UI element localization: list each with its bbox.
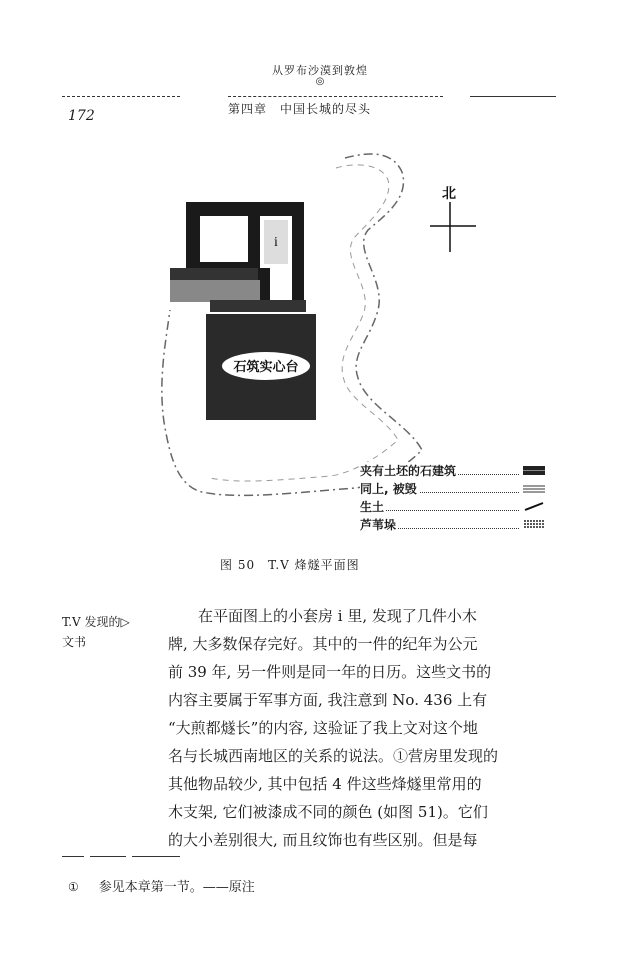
body-line: 在平面图上的小套房 i 里, 发现了几件小木 — [198, 607, 477, 625]
body-line: 木支架, 它们被漆成不同的颜色 (如图 51)。它们 — [168, 803, 488, 821]
destroyed-symbol — [523, 484, 545, 493]
north-label: 北 — [442, 186, 456, 202]
stone-with-brick-symbol — [523, 466, 545, 475]
margin-note-line: T.V 发现的▷ — [62, 615, 130, 629]
header-rule-middle — [228, 96, 443, 97]
wall-base — [210, 300, 306, 312]
legend-label: 同上, 被毁 — [360, 482, 417, 496]
body-line: 内容主要属于军事方面, 我注意到 No. 436 上有 — [168, 691, 488, 709]
footnote-text: 参见本章第一节。——原注 — [98, 880, 255, 895]
room-i-label: i — [274, 235, 278, 250]
body-line: 牌, 大多数保存完好。其中的一件的纪年为公元 — [168, 635, 478, 653]
chapter-title: 第四章 中国长城的尽头 — [228, 102, 372, 116]
header-rule-left — [62, 96, 180, 97]
destroyed-wall — [170, 280, 260, 302]
legend-row — [360, 480, 545, 498]
legend-row — [360, 516, 545, 534]
wall-lower-h — [170, 268, 270, 280]
footnote-mark: ① — [68, 880, 79, 894]
header-rule-right — [470, 96, 556, 97]
figure-legend — [360, 462, 545, 534]
platform-label: 石筑实心台 — [233, 360, 299, 375]
body-line: 前 39 年, 另一件则是同一年的日历。这些文书的 — [168, 663, 492, 681]
wall-partition — [248, 216, 260, 268]
wall-right — [292, 202, 304, 312]
legend-row — [360, 498, 545, 516]
body-line: 其他物品较少, 其中包括 4 件这些烽燧里常用的 — [168, 775, 482, 793]
body-line: “大煎都燧长”的内容, 这验证了我上文对这个地 — [168, 719, 478, 737]
page-number: 172 — [68, 108, 95, 124]
figure-caption: 图 50 T.V 烽燧平面图 — [220, 558, 360, 572]
margin-note-line: 文书 — [62, 635, 87, 649]
reed-bundles-symbol — [523, 520, 545, 529]
book-title: 从罗布沙漠到敦煌 — [272, 64, 368, 77]
footnote-rule — [132, 856, 180, 857]
natural-earth-symbol — [523, 502, 545, 511]
legend-row — [360, 462, 545, 480]
footnote-rule — [62, 856, 84, 857]
margin-note — [62, 612, 158, 652]
body-line: 的大小差别很大, 而且纹饰也有些区别。但是每 — [168, 831, 478, 849]
wall-top — [186, 202, 304, 216]
legend-label: 芦苇垛 — [360, 518, 397, 532]
header-ornament: ◎ — [315, 76, 325, 87]
body-line: 名与长城西南地区的关系的说法。①营房里发现的 — [168, 747, 499, 765]
legend-label: 生土 — [360, 500, 385, 514]
footnote-rule — [90, 856, 126, 857]
wall-left-upper — [186, 202, 200, 276]
legend-label: 夹有土坯的石建筑 — [360, 464, 457, 478]
body-paragraph — [168, 602, 558, 854]
footnote — [68, 876, 255, 895]
